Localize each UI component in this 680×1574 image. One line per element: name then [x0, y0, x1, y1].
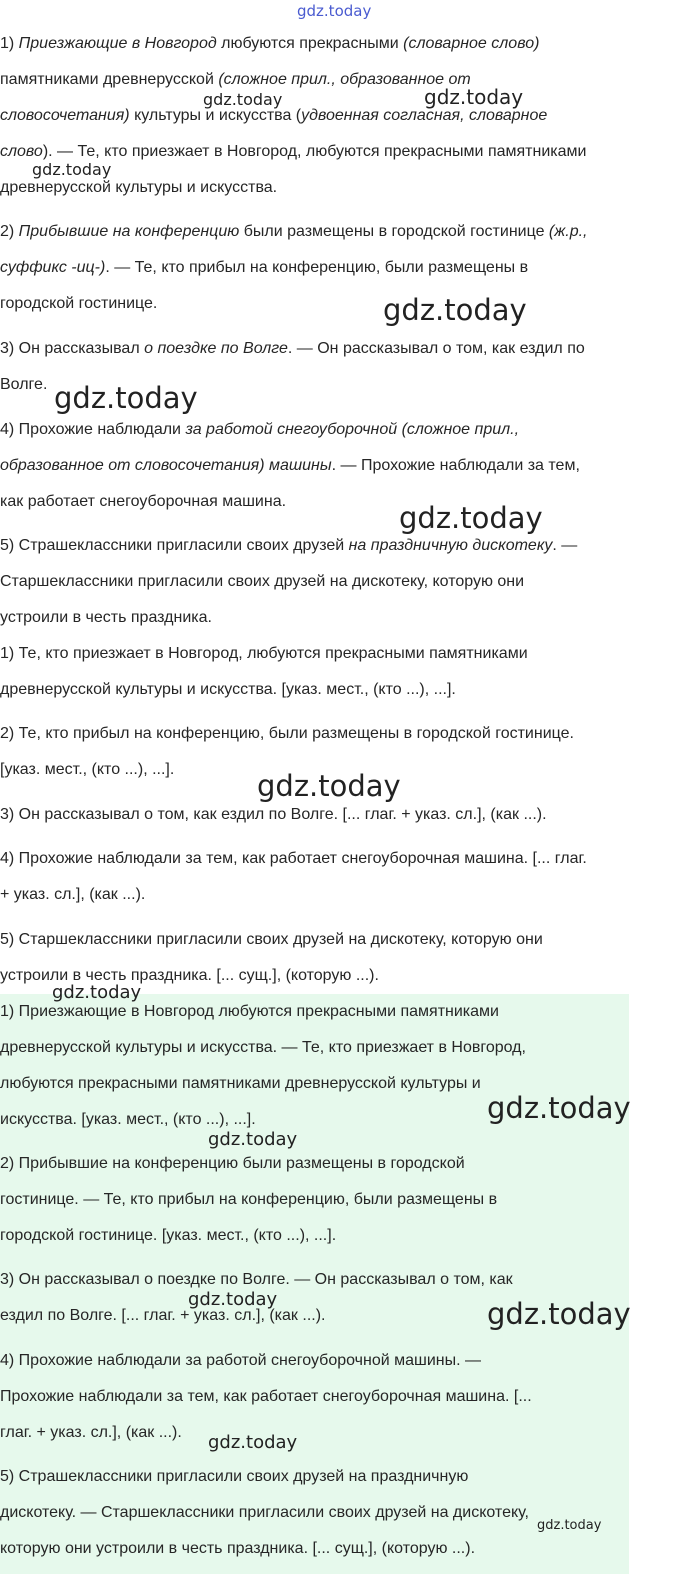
- text-line: суффикс -иц-). — Те, кто прибыл на конференцию, были размещены в: [0, 259, 529, 276]
- text-line: устроили в честь праздника. [... сущ.], (которую ...).: [0, 967, 379, 984]
- text-line: 3) Он рассказывал о поездке по Волге. — Он рассказывал о том, как: [0, 1271, 513, 1288]
- text-line: древнерусской культуры и искусства. — Те, кто приезжает в Новгород,: [0, 1039, 526, 1056]
- watermark: gdz.today: [487, 1297, 631, 1331]
- watermark: gdz.today: [399, 501, 543, 535]
- text-line: 3) Он рассказывал о том, как ездил по Волге. [... глаг. + указ. сл.], (как ...).: [0, 806, 547, 823]
- text-line: образованное от словосочетания) машины. — Прохожие наблюдали за тем,: [0, 457, 580, 474]
- text-line: устроили в честь праздника.: [0, 609, 212, 626]
- text-line: [указ. мест., (кто ...), ...].: [0, 761, 175, 778]
- watermark: gdz.today: [54, 381, 198, 415]
- text-line: 5) Страшеклассники пригласили своих друзей на праздничную: [0, 1468, 469, 1485]
- text-line: 4) Прохожие наблюдали за работой снегоуборочной машины. —: [0, 1352, 482, 1369]
- watermark: gdz.today: [203, 90, 283, 109]
- watermark: gdz.today: [487, 1091, 631, 1125]
- paragraph-s3-2: [0, 1146, 497, 1254]
- text-line: которую они устроили в честь праздника. [... сущ.], (которую ...).: [0, 1540, 476, 1557]
- watermark: gdz.today: [383, 293, 527, 327]
- text-line: как работает снегоуборочная машина.: [0, 493, 287, 510]
- text-line: Старшеклассники пригласили своих друзей на дискотеку, которую они: [0, 573, 525, 590]
- watermark-top: gdz.today: [297, 2, 372, 20]
- text-line: глаг. + указ. сл.], (как ...).: [0, 1424, 182, 1441]
- text-line: 2) Те, кто прибыл на конференцию, были размещены в городской гостинице.: [0, 725, 574, 742]
- text-line: + указ. сл.], (как ...).: [0, 886, 146, 903]
- text-line: гостинице. — Те, кто прибыл на конференцию, были размещены в: [0, 1191, 498, 1208]
- text-line: памятниками древнерусской (сложное прил., образованное от: [0, 71, 471, 88]
- watermark: gdz.today: [208, 1432, 298, 1453]
- watermark: gdz.today: [52, 982, 142, 1003]
- text-line: любуются прекрасными памятниками древнерусской культуры и: [0, 1075, 481, 1092]
- text-line: древнерусской культуры и искусства. [указ. мест., (кто ...), ...].: [0, 681, 456, 698]
- text-line: городской гостинице.: [0, 295, 158, 312]
- paragraph-s2-1: [0, 636, 528, 708]
- text-line: 1) Приезжающие в Новгород любуются прекрасными памятниками: [0, 1003, 499, 1020]
- text-line: 1) Приезжающие в Новгород любуются прекрасными (словарное слово): [0, 35, 540, 52]
- watermark: gdz.today: [188, 1289, 278, 1310]
- text-line: 2) Прибывшие на конференцию были размещены в городской гостинице (ж.р.,: [0, 223, 588, 240]
- paragraph-s3-5: [0, 1459, 529, 1567]
- paragraph-s1-1: [0, 26, 586, 206]
- text-line: ездил по Волге. [... глаг. + указ. сл.], (как ...).: [0, 1307, 326, 1324]
- text-line: городской гостинице. [указ. мест., (кто ...), ...].: [0, 1227, 337, 1244]
- text-line: 3) Он рассказывал о поездке по Волге. — Он рассказывал о том, как ездил по: [0, 340, 585, 357]
- text-line: Прохожие наблюдали за тем, как работает снегоуборочная машина. [...: [0, 1388, 532, 1405]
- text-line: дискотеку. — Старшеклассники пригласили своих друзей на дискотеку,: [0, 1504, 529, 1521]
- text-line: слово). — Те, кто приезжает в Новгород, любуются прекрасными памятниками: [0, 143, 587, 160]
- text-line: 2) Прибывшие на конференцию были размещены в городской: [0, 1155, 465, 1172]
- watermark: gdz.today: [537, 1518, 602, 1533]
- text-line: 4) Прохожие наблюдали за тем, как работает снегоуборочная машина. [... глаг.: [0, 850, 587, 867]
- watermark: gdz.today: [424, 85, 524, 109]
- text-line: 5) Старшеклассники пригласили своих друзей на дискотеку, которую они: [0, 931, 543, 948]
- text-line: древнерусской культуры и искусства.: [0, 179, 278, 196]
- watermark: gdz.today: [257, 769, 401, 803]
- paragraph-s1-5: [0, 528, 577, 636]
- text-line: 1) Те, кто приезжает в Новгород, любуются прекрасными памятниками: [0, 645, 528, 662]
- text-line: 5) Страшеклассники пригласили своих друзей на праздничную дискотеку. —: [0, 537, 578, 554]
- text-line: искусства. [указ. мест., (кто ...), ...].: [0, 1111, 256, 1128]
- paragraph-s2-4: [0, 841, 587, 913]
- watermark: gdz.today: [32, 160, 112, 179]
- text-line: 4) Прохожие наблюдали за работой снегоуборочной (сложное прил.,: [0, 421, 520, 438]
- watermark: gdz.today: [208, 1129, 298, 1150]
- text-line: Волге.: [0, 376, 48, 393]
- paragraph-s3-1: [0, 994, 526, 1138]
- text-line: словосочетания) культуры и искусства (удвоенная согласная, словарное: [0, 107, 548, 124]
